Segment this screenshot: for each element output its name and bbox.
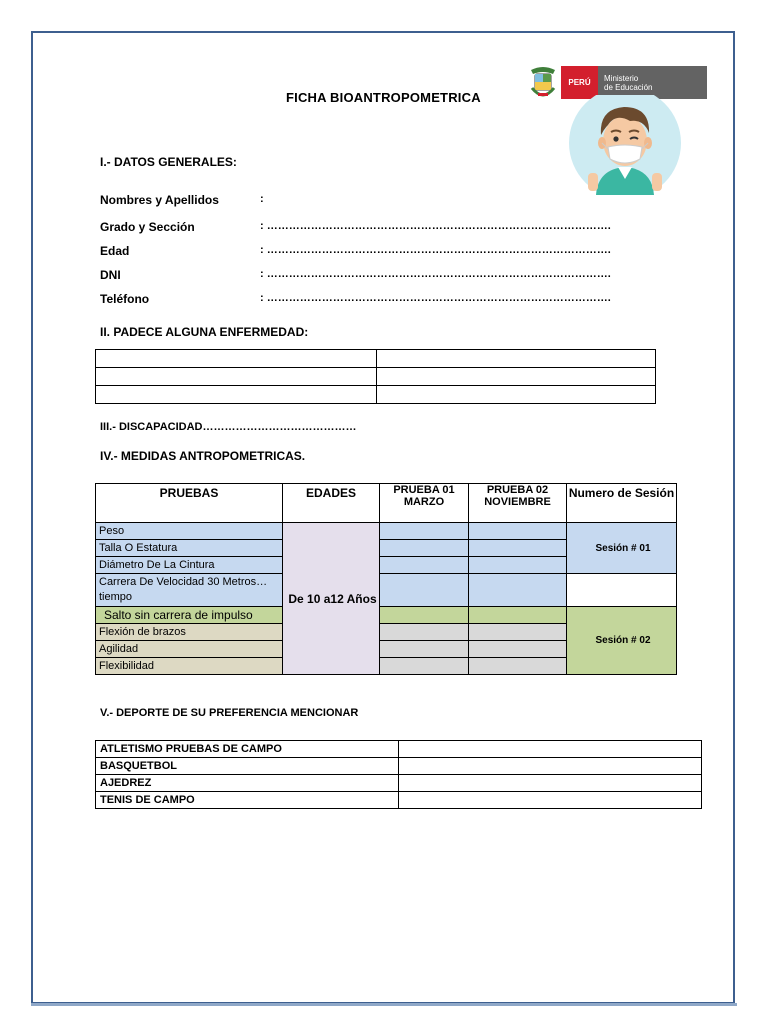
deporte-answer-cell[interactable]	[399, 775, 702, 792]
sesion-01-cell: Sesión # 01	[567, 523, 677, 574]
prueba01-cell[interactable]	[380, 557, 469, 574]
prueba01-cell[interactable]	[380, 523, 469, 540]
table-row	[96, 350, 656, 368]
label-nombres: Nombres y Apellidos	[100, 193, 219, 207]
table-row	[96, 607, 677, 624]
prueba01-cell[interactable]	[380, 658, 469, 675]
label-grado-seccion: Grado y Sección	[100, 220, 195, 234]
row-label-talla: Talla O Estatura	[96, 540, 283, 557]
label-dni: DNI	[100, 268, 121, 282]
sesion-empty-cell	[567, 574, 677, 607]
table-row	[96, 792, 702, 809]
edades-cell: De 10 a12 Años	[283, 523, 380, 675]
row-label-salto: Salto sin carrera de impulso	[96, 607, 283, 624]
header-edades: EDADES	[283, 484, 380, 523]
section-deporte-title: V.- DEPORTE DE SU PREFERENCIA MENCIONAR	[100, 707, 359, 719]
prueba02-cell[interactable]	[469, 641, 567, 658]
deporte-answer-cell[interactable]	[399, 758, 702, 775]
peru-logo-text: PERÚ	[568, 78, 591, 87]
ministerio-text-line1: Ministerio	[604, 73, 639, 83]
table-header-row	[96, 484, 677, 523]
prueba02-cell[interactable]	[469, 624, 567, 641]
header-pruebas: PRUEBAS	[96, 484, 283, 523]
table-row	[96, 368, 656, 386]
row-label-flexion: Flexión de brazos	[96, 624, 283, 641]
field-edad[interactable]: : ………………………………………………………………………………….	[260, 244, 611, 256]
prueba01-cell[interactable]	[380, 624, 469, 641]
deporte-label: ATLETISMO PRUEBAS DE CAMPO	[96, 741, 399, 758]
table-row	[96, 758, 702, 775]
deporte-label: TENIS DE CAMPO	[96, 792, 399, 809]
enfermedad-cell[interactable]	[96, 368, 377, 386]
table-row	[96, 741, 702, 758]
row-label-diametro: Diámetro De La Cintura	[96, 557, 283, 574]
header-prueba02: PRUEBA 02 NOVIEMBRE	[469, 484, 567, 523]
sesion-02-cell: Sesión # 02	[567, 607, 677, 675]
deporte-table	[95, 740, 702, 809]
prueba02-cell[interactable]	[469, 523, 567, 540]
document-title: FICHA BIOANTROPOMETRICA	[286, 90, 481, 105]
label-telefono: Teléfono	[100, 292, 150, 306]
header-prueba01: PRUEBA 01 MARZO	[380, 484, 469, 523]
prueba01-cell[interactable]	[380, 607, 469, 624]
section-enfermedad-title: II. PADECE ALGUNA ENFERMEDAD:	[100, 325, 309, 339]
enfermedad-cell[interactable]	[96, 350, 377, 368]
deporte-label: BASQUETBOL	[96, 758, 399, 775]
enfermedad-cell[interactable]	[96, 386, 377, 404]
section-medidas-title: IV.- MEDIDAS ANTROPOMETRICAS.	[100, 449, 306, 463]
deporte-answer-cell[interactable]	[399, 741, 702, 758]
table-row	[96, 523, 677, 540]
table-row	[96, 775, 702, 792]
prueba01-cell[interactable]	[380, 540, 469, 557]
prueba02-cell[interactable]	[469, 540, 567, 557]
peru-coat-of-arms-icon	[528, 66, 558, 100]
table-row	[96, 574, 677, 607]
table-row	[96, 386, 656, 404]
section-discapacidad-title: III.- DISCAPACIDAD……………………………………	[100, 421, 357, 433]
enfermedad-cell[interactable]	[377, 386, 656, 404]
row-label-carrera: Carrera De Velocidad 30 Metros…tiempo	[96, 574, 283, 607]
enfermedad-table	[95, 349, 656, 404]
row-label-flexibilidad: Flexibilidad	[96, 658, 283, 675]
row-label-agilidad: Agilidad	[96, 641, 283, 658]
prueba02-cell[interactable]	[469, 607, 567, 624]
field-telefono[interactable]: : ………………………………………………………………………………….	[260, 292, 611, 304]
row-label-peso: Peso	[96, 523, 283, 540]
prueba02-cell[interactable]	[469, 658, 567, 675]
field-nombres[interactable]: :	[260, 193, 264, 205]
prueba02-cell[interactable]	[469, 574, 567, 607]
prueba01-cell[interactable]	[380, 641, 469, 658]
label-edad: Edad	[100, 244, 130, 258]
prueba02-cell[interactable]	[469, 557, 567, 574]
deporte-answer-cell[interactable]	[399, 792, 702, 809]
field-grado-seccion[interactable]: : ………………………………………………………………………………….	[260, 220, 611, 232]
page-bottom-line	[31, 1003, 737, 1006]
ministerio-text-line2: de Educación	[604, 82, 653, 92]
medidas-table	[95, 483, 677, 675]
section-datos-generales-title: I.- DATOS GENERALES:	[100, 155, 237, 169]
prueba01-cell[interactable]	[380, 574, 469, 607]
deporte-label: AJEDREZ	[96, 775, 399, 792]
field-dni[interactable]: : ………………………………………………………………………………….	[260, 268, 611, 280]
enfermedad-cell[interactable]	[377, 368, 656, 386]
header-numero-sesion: Numero de Sesión	[567, 484, 677, 523]
enfermedad-cell[interactable]	[377, 350, 656, 368]
student-mask-avatar-icon	[566, 95, 683, 195]
